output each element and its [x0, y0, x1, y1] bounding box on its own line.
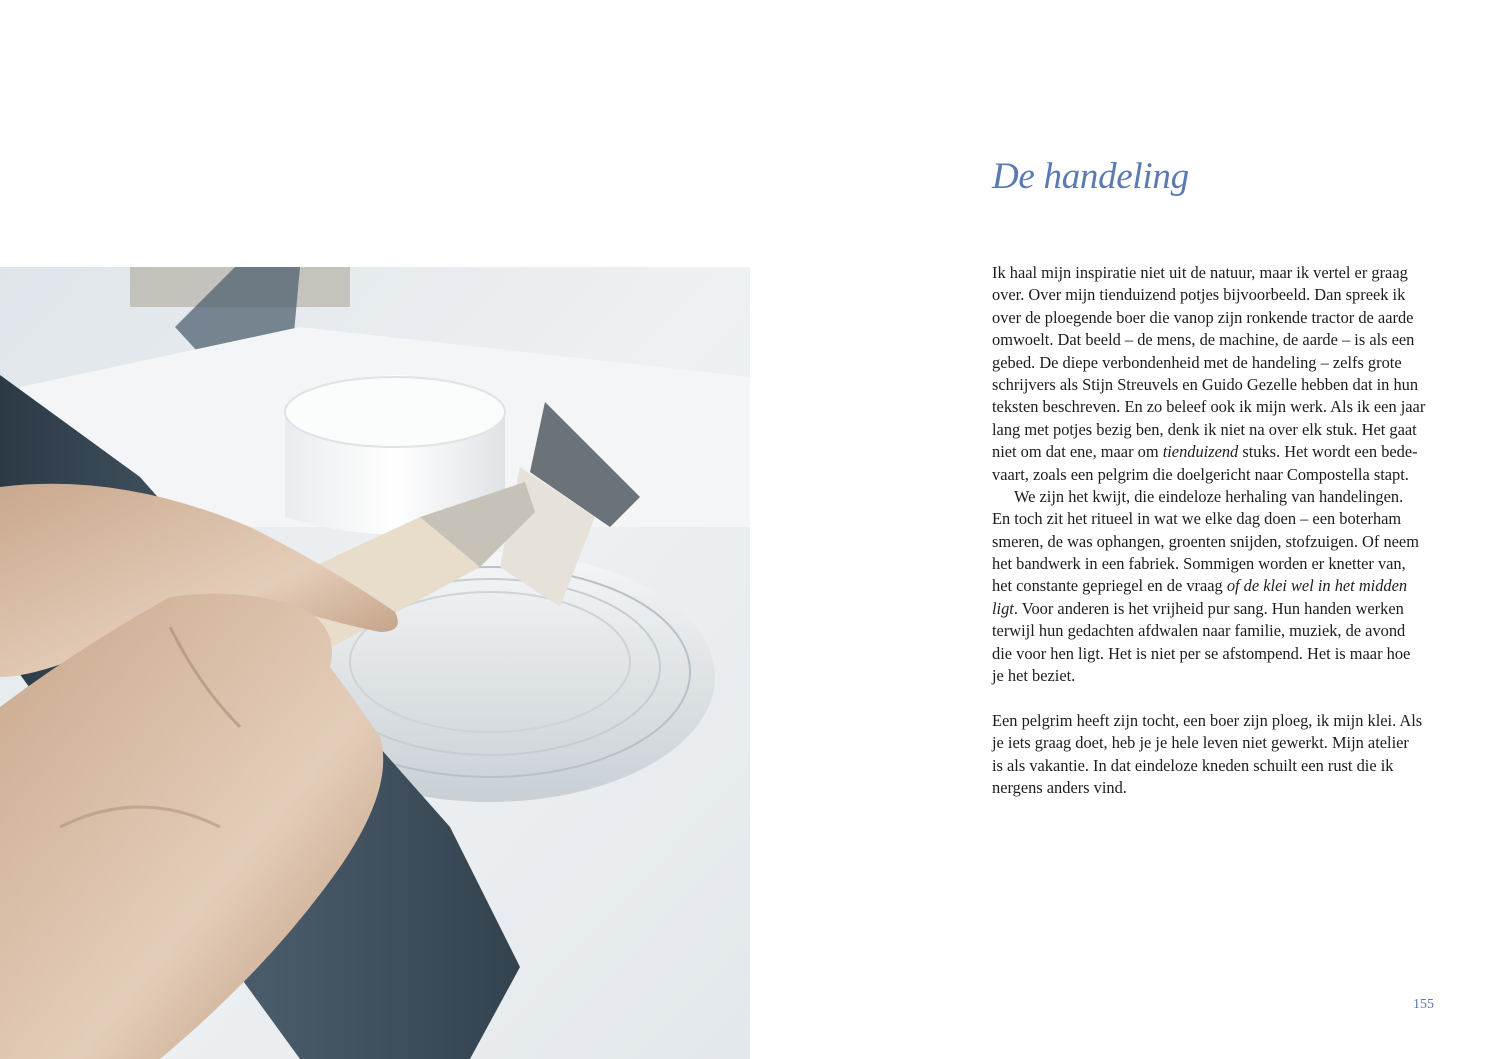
text-span: het constante gepriegel en de vraag	[992, 576, 1227, 596]
text-span: gebed. De diepe verbondenheid met de handeling – zelfs grote	[992, 352, 1402, 372]
text-line	[992, 598, 1434, 620]
body-text	[992, 262, 1434, 799]
text-span: nergens anders vind.	[992, 777, 1127, 797]
text-span: niet om dat ene, maar om	[992, 442, 1163, 462]
text-line	[992, 755, 1434, 777]
text-span: je iets graag doet, heb je je hele leven niet gewerkt. Mijn atelier	[992, 733, 1409, 753]
text-line	[992, 687, 1434, 709]
text-line	[992, 553, 1434, 575]
italic-text: ligt	[992, 598, 1014, 618]
text-line	[992, 284, 1434, 306]
text-span: over de ploegende boer die vanop zijn ronkende tractor de aarde	[992, 307, 1414, 327]
text-line	[992, 665, 1434, 687]
text-line	[992, 710, 1434, 732]
text-span: terwijl hun gedachten afdwalen naar familie, muziek, de avond	[992, 621, 1406, 641]
text-span: je het beziet.	[992, 666, 1076, 686]
text-span: is als vakantie. In dat eindeloze kneden schuilt een rust die ik	[992, 755, 1394, 775]
text-line	[992, 329, 1434, 351]
text-line	[992, 508, 1434, 530]
text-span: Ik haal mijn inspiratie niet uit de natuur, maar ik vertel er graag	[992, 263, 1408, 282]
text-line	[992, 575, 1434, 597]
text-line	[992, 419, 1434, 441]
text-span: En toch zit het ritueel in wat we elke dag doen – een boterham	[992, 509, 1402, 529]
text-line	[992, 352, 1434, 374]
text-line	[992, 620, 1434, 642]
text-line	[992, 486, 1434, 508]
text-span: stuks. Het wordt een bede-	[1238, 442, 1418, 462]
photo-illustration	[0, 267, 750, 1059]
text-span: schrijvers als Stijn Streuvels en Guido Gezelle hebben dat in hun	[992, 374, 1419, 394]
text-line	[992, 531, 1434, 553]
page-number: 155	[1413, 997, 1434, 1012]
text-span: omwoelt. Dat beeld – de mens, de machine, de aarde – is als een	[992, 330, 1415, 350]
text-line	[992, 441, 1434, 463]
text-span: Een pelgrim heeft zijn tocht, een boer zijn ploeg, ik mijn klei. Als	[992, 710, 1423, 730]
text-span: teksten beschreven. En zo beleef ook ik mijn werk. Als ik een jaar	[992, 397, 1426, 417]
text-line	[992, 732, 1434, 754]
italic-text: of de klei wel in het midden	[1226, 576, 1408, 596]
text-line	[992, 643, 1434, 665]
text-line	[992, 464, 1434, 486]
text-line	[992, 374, 1434, 396]
italic-text: tienduizend	[1162, 442, 1239, 462]
text-span: We zijn het kwijt, die eindeloze herhaling van handelingen.	[1014, 486, 1404, 506]
text-span: het bandwerk in een fabriek. Sommigen worden er knetter van,	[992, 554, 1406, 574]
text-span: over. Over mijn tienduizend potjes bijvoorbeeld. Dan spreek ik	[992, 285, 1406, 305]
text-span: . Voor anderen is het vrijheid pur sang. Hun handen werken	[1013, 598, 1404, 618]
text-span: vaart, zoals een pelgrim die doelgericht naar Compostella stapt.	[992, 464, 1409, 484]
text-line	[992, 262, 1434, 284]
text-span: smeren, de was ophangen, groenten snijden, stofzuigen. Of neem	[992, 531, 1419, 551]
text-span: die voor hen ligt. Het is niet per se afstompend. Het is maar hoe	[992, 643, 1411, 663]
text-line	[992, 777, 1434, 799]
chapter-title: De handeling	[992, 156, 1189, 197]
text-line	[992, 396, 1434, 418]
text-span: lang met potjes bezig ben, denk ik niet na over elk stuk. Het gaat	[992, 419, 1417, 439]
potter-hands-photo	[0, 267, 750, 1059]
text-line	[992, 307, 1434, 329]
